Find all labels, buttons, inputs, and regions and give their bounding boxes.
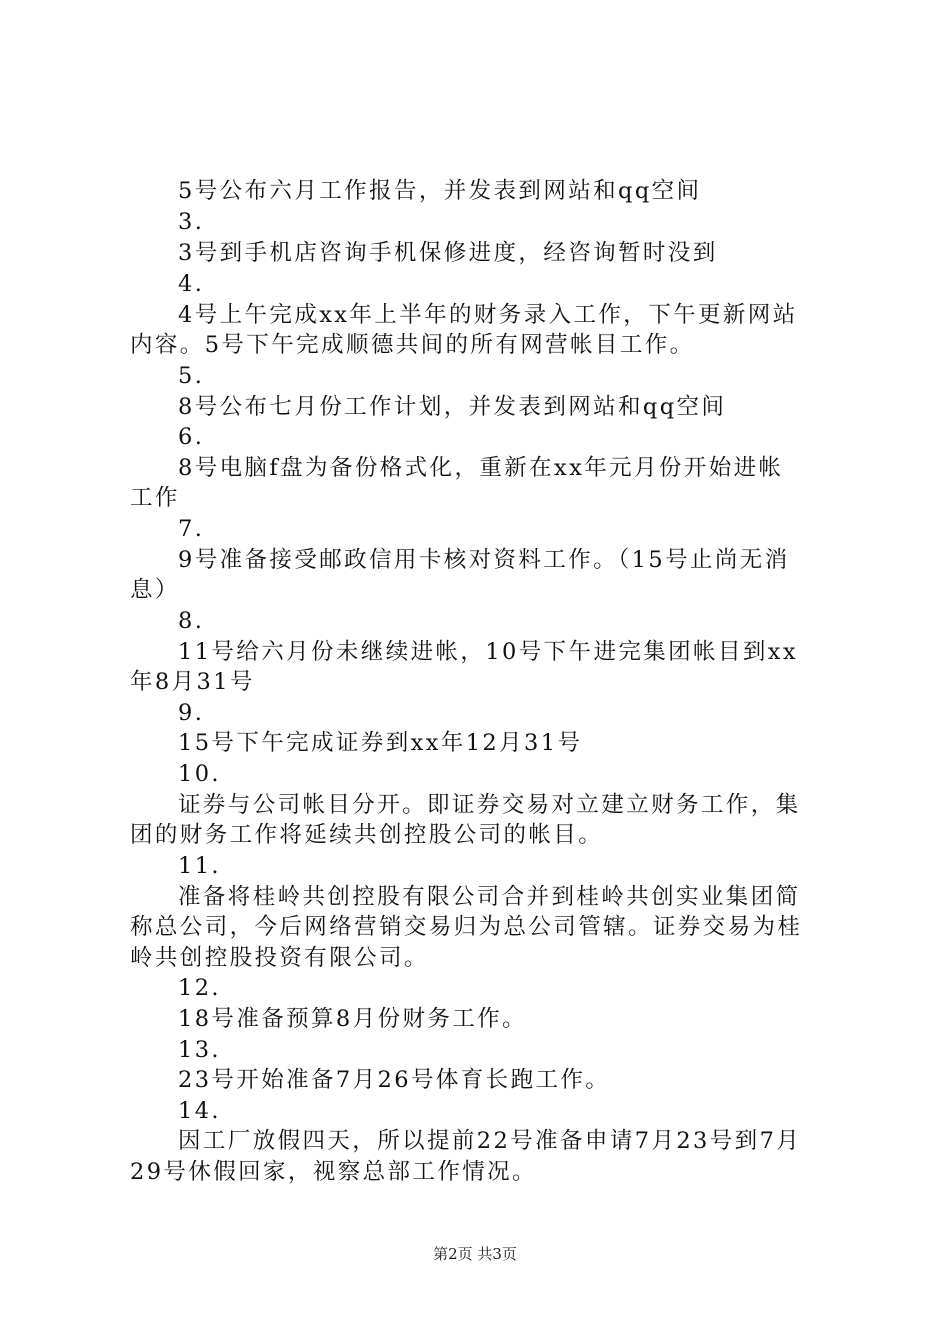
paragraph-line: 15号下午完成证券到xx年12月31号 <box>178 730 583 756</box>
list-number: 14. <box>178 1098 221 1124</box>
paragraph-line: 准备将桂岭共创控股有限公司合并到桂岭共创实业集团简 <box>178 884 801 910</box>
paragraph-line: 8号公布七月份工作计划，并发表到网站和qq空间 <box>178 394 727 420</box>
paragraph-line: 年8月31号 <box>130 669 255 695</box>
paragraph-line: 18号准备预算8月份财务工作。 <box>178 1006 527 1032</box>
paragraph-line: 3号到手机店咨询手机保修进度，经咨询暂时没到 <box>178 240 718 266</box>
paragraph-line: 岭共创控股投资有限公司。 <box>130 945 429 971</box>
paragraph-line: 23号开始准备7月26号体育长跑工作。 <box>178 1067 611 1093</box>
list-number: 3. <box>178 209 205 235</box>
list-number: 10. <box>178 761 221 787</box>
paragraph-line: 工作 <box>130 485 180 511</box>
paragraph-line: 9号准备接受邮政信用卡核对资料工作。（15号止尚无消 <box>178 547 790 573</box>
paragraph-line: 内容。5号下午完成顺德共间的所有网营帐目工作。 <box>130 332 695 358</box>
paragraph-line: 息） <box>130 577 180 603</box>
page-footer: 第2页 共3页 <box>433 1245 517 1263</box>
paragraph-line: 4号上午完成xx年上半年的财务录入工作，下午更新网站 <box>178 302 798 328</box>
paragraph-line: 因工厂放假四天，所以提前22号准备申请7月23号到7月 <box>178 1128 802 1154</box>
paragraph-line: 证券与公司帐目分开。即证券交易对立建立财务工作，集 <box>178 792 801 818</box>
paragraph-line: 称总公司，今后网络营销交易归为总公司管辖。证券交易为桂 <box>130 914 803 940</box>
list-number: 12. <box>178 975 221 1001</box>
list-number: 4. <box>178 271 205 297</box>
list-number: 11. <box>178 853 221 879</box>
paragraph-line: 团的财务工作将延续共创控股公司的帐目。 <box>130 822 604 848</box>
list-number: 7. <box>178 516 205 542</box>
list-number: 5. <box>178 363 205 389</box>
paragraph-line: 29号休假回家，视察总部工作情况。 <box>130 1159 537 1185</box>
list-number: 9. <box>178 700 205 726</box>
paragraph-line: 11号给六月份未继续进帐，10号下午进完集团帐目到xx <box>178 639 798 665</box>
list-number: 8. <box>178 608 205 634</box>
list-number: 6. <box>178 424 205 450</box>
paragraph-line: 5号公布六月工作报告，并发表到网站和qq空间 <box>178 178 702 204</box>
list-number: 13. <box>178 1037 221 1063</box>
paragraph-line: 8号电脑f盘为备份格式化，重新在xx年元月份开始进帐 <box>178 455 784 481</box>
